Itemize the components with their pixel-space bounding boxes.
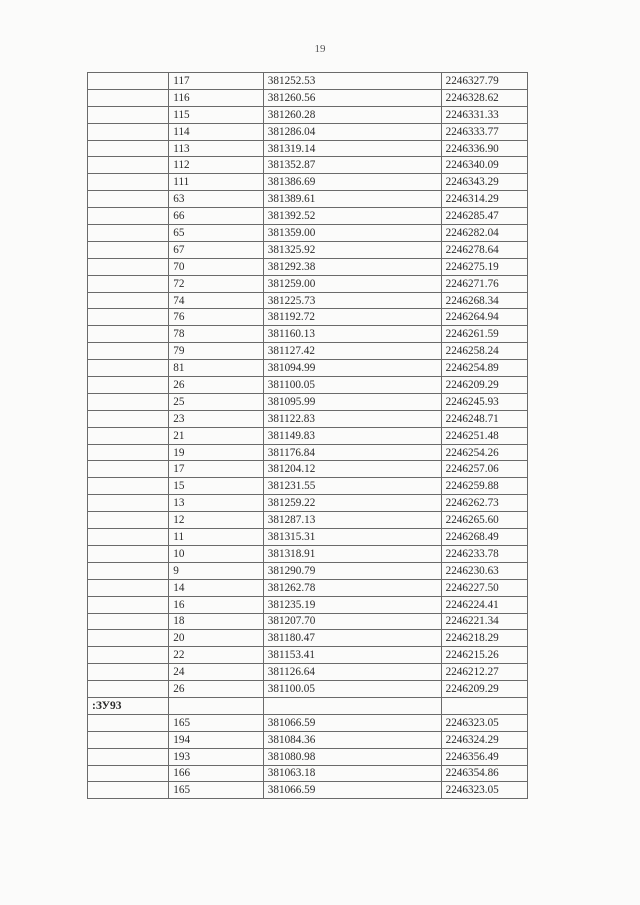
x-coordinate-cell: 381192.72 <box>263 309 441 326</box>
point-number-cell: 74 <box>169 292 264 309</box>
y-coordinate-cell: 2246314.29 <box>441 191 527 208</box>
x-coordinate-cell: 381149.83 <box>263 427 441 444</box>
table-row <box>88 292 528 309</box>
point-number-cell: 18 <box>169 613 264 630</box>
empty-cell <box>88 748 169 765</box>
y-coordinate-cell: 2246254.89 <box>441 360 527 377</box>
x-coordinate-cell: 381262.78 <box>263 579 441 596</box>
empty-cell <box>88 664 169 681</box>
empty-cell <box>88 208 169 225</box>
point-number-cell: 19 <box>169 444 264 461</box>
empty-cell <box>88 377 169 394</box>
y-coordinate-cell: 2246278.64 <box>441 241 527 258</box>
empty-cell <box>88 241 169 258</box>
table-row <box>88 647 528 664</box>
x-coordinate-cell: 381176.84 <box>263 444 441 461</box>
x-coordinate-cell: 381127.42 <box>263 343 441 360</box>
table-row <box>88 512 528 529</box>
table-row <box>88 748 528 765</box>
y-coordinate-cell: 2246336.90 <box>441 140 527 157</box>
point-number-cell: 166 <box>169 765 264 782</box>
x-coordinate-cell: 381318.91 <box>263 545 441 562</box>
point-number-cell: 67 <box>169 241 264 258</box>
point-number-cell: 11 <box>169 529 264 546</box>
x-coordinate-cell: 381066.59 <box>263 714 441 731</box>
x-coordinate-cell: 381126.64 <box>263 664 441 681</box>
point-number-cell: 114 <box>169 123 264 140</box>
table-row <box>88 377 528 394</box>
y-coordinate-cell: 2246218.29 <box>441 630 527 647</box>
empty-cell <box>88 174 169 191</box>
table-row <box>88 360 528 377</box>
y-coordinate-cell: 2246259.88 <box>441 478 527 495</box>
y-coordinate-cell: 2246245.93 <box>441 393 527 410</box>
empty-cell <box>441 697 527 714</box>
point-number-cell: 76 <box>169 309 264 326</box>
table-row <box>88 731 528 748</box>
table-row <box>88 140 528 157</box>
y-coordinate-cell: 2246212.27 <box>441 664 527 681</box>
point-number-cell: 112 <box>169 157 264 174</box>
empty-cell <box>88 647 169 664</box>
y-coordinate-cell: 2246251.48 <box>441 427 527 444</box>
y-coordinate-cell: 2246268.34 <box>441 292 527 309</box>
point-number-cell: 15 <box>169 478 264 495</box>
empty-cell <box>88 343 169 360</box>
table-row <box>88 765 528 782</box>
empty-cell <box>88 444 169 461</box>
table-row <box>88 191 528 208</box>
page-number: 19 <box>314 43 326 55</box>
table-row <box>88 258 528 275</box>
point-number-cell: 26 <box>169 377 264 394</box>
table-row <box>88 664 528 681</box>
x-coordinate-cell: 381287.13 <box>263 512 441 529</box>
point-number-cell: 12 <box>169 512 264 529</box>
empty-cell <box>88 410 169 427</box>
x-coordinate-cell: 381252.53 <box>263 73 441 90</box>
empty-cell <box>88 613 169 630</box>
table-row <box>88 73 528 90</box>
y-coordinate-cell: 2246282.04 <box>441 225 527 242</box>
y-coordinate-cell: 2246354.86 <box>441 765 527 782</box>
x-coordinate-cell: 381063.18 <box>263 765 441 782</box>
y-coordinate-cell: 2246262.73 <box>441 495 527 512</box>
table-row <box>88 157 528 174</box>
table-row <box>88 123 528 140</box>
table-row <box>88 309 528 326</box>
x-coordinate-cell: 381389.61 <box>263 191 441 208</box>
table-row <box>88 461 528 478</box>
point-number-cell: 20 <box>169 630 264 647</box>
y-coordinate-cell: 2246254.26 <box>441 444 527 461</box>
y-coordinate-cell: 2246323.05 <box>441 782 527 799</box>
point-number-cell: 115 <box>169 106 264 123</box>
x-coordinate-cell: 381292.38 <box>263 258 441 275</box>
y-coordinate-cell: 2246230.63 <box>441 562 527 579</box>
table-row <box>88 545 528 562</box>
empty-cell <box>88 89 169 106</box>
y-coordinate-cell: 2246275.19 <box>441 258 527 275</box>
x-coordinate-cell: 381094.99 <box>263 360 441 377</box>
empty-cell <box>88 765 169 782</box>
y-coordinate-cell: 2246227.50 <box>441 579 527 596</box>
x-coordinate-cell: 381080.98 <box>263 748 441 765</box>
x-coordinate-cell: 381225.73 <box>263 292 441 309</box>
table-row <box>88 596 528 613</box>
x-coordinate-cell: 381260.56 <box>263 89 441 106</box>
empty-cell <box>88 562 169 579</box>
empty-cell <box>88 326 169 343</box>
x-coordinate-cell: 381359.00 <box>263 225 441 242</box>
point-number-cell: 79 <box>169 343 264 360</box>
point-number-cell: 66 <box>169 208 264 225</box>
empty-cell <box>88 258 169 275</box>
y-coordinate-cell: 2246328.62 <box>441 89 527 106</box>
table-row <box>88 427 528 444</box>
x-coordinate-cell: 381325.92 <box>263 241 441 258</box>
y-coordinate-cell: 2246257.06 <box>441 461 527 478</box>
empty-cell <box>88 292 169 309</box>
table-row <box>88 782 528 799</box>
empty-cell <box>88 512 169 529</box>
x-coordinate-cell: 381286.04 <box>263 123 441 140</box>
point-number-cell: 72 <box>169 275 264 292</box>
y-coordinate-cell: 2246248.71 <box>441 410 527 427</box>
point-number-cell: 21 <box>169 427 264 444</box>
x-coordinate-cell: 381066.59 <box>263 782 441 799</box>
table-row <box>88 562 528 579</box>
x-coordinate-cell: 381084.36 <box>263 731 441 748</box>
point-number-cell: 193 <box>169 748 264 765</box>
y-coordinate-cell: 2246327.79 <box>441 73 527 90</box>
table-row <box>88 478 528 495</box>
x-coordinate-cell: 381100.05 <box>263 681 441 698</box>
section-label: :ЗУ93 <box>88 697 169 714</box>
x-coordinate-cell: 381259.00 <box>263 275 441 292</box>
x-coordinate-cell: 381122.83 <box>263 410 441 427</box>
empty-cell <box>88 140 169 157</box>
empty-cell <box>88 427 169 444</box>
empty-cell <box>88 714 169 731</box>
empty-cell <box>88 225 169 242</box>
empty-cell <box>88 681 169 698</box>
empty-cell <box>88 360 169 377</box>
point-number-cell: 22 <box>169 647 264 664</box>
table-row <box>88 326 528 343</box>
empty-cell <box>88 545 169 562</box>
y-coordinate-cell: 2246285.47 <box>441 208 527 225</box>
x-coordinate-cell: 381259.22 <box>263 495 441 512</box>
point-number-cell: 9 <box>169 562 264 579</box>
empty-cell <box>88 596 169 613</box>
y-coordinate-cell: 2246215.26 <box>441 647 527 664</box>
empty-cell <box>88 630 169 647</box>
point-number-cell: 113 <box>169 140 264 157</box>
empty-cell <box>88 731 169 748</box>
table-row <box>88 681 528 698</box>
x-coordinate-cell: 381180.47 <box>263 630 441 647</box>
y-coordinate-cell: 2246356.49 <box>441 748 527 765</box>
empty-cell <box>88 275 169 292</box>
section-row <box>88 697 528 714</box>
empty-cell <box>88 393 169 410</box>
empty-cell <box>88 495 169 512</box>
table-row <box>88 174 528 191</box>
x-coordinate-cell: 381290.79 <box>263 562 441 579</box>
table-row <box>88 444 528 461</box>
empty-cell <box>88 123 169 140</box>
x-coordinate-cell: 381095.99 <box>263 393 441 410</box>
empty-cell <box>88 309 169 326</box>
table-row <box>88 410 528 427</box>
table-row <box>88 275 528 292</box>
point-number-cell: 63 <box>169 191 264 208</box>
point-number-cell: 165 <box>169 714 264 731</box>
y-coordinate-cell: 2246268.49 <box>441 529 527 546</box>
point-number-cell: 23 <box>169 410 264 427</box>
point-number-cell: 24 <box>169 664 264 681</box>
y-coordinate-cell: 2246264.94 <box>441 309 527 326</box>
y-coordinate-cell: 2246340.09 <box>441 157 527 174</box>
empty-cell <box>88 157 169 174</box>
y-coordinate-cell: 2246265.60 <box>441 512 527 529</box>
y-coordinate-cell: 2246209.29 <box>441 681 527 698</box>
coordinates-table <box>87 72 528 799</box>
table-row <box>88 495 528 512</box>
table-row <box>88 630 528 647</box>
point-number-cell: 17 <box>169 461 264 478</box>
x-coordinate-cell: 381260.28 <box>263 106 441 123</box>
x-coordinate-cell: 381231.55 <box>263 478 441 495</box>
x-coordinate-cell: 381207.70 <box>263 613 441 630</box>
point-number-cell: 26 <box>169 681 264 698</box>
point-number-cell: 117 <box>169 73 264 90</box>
empty-cell <box>88 73 169 90</box>
point-number-cell: 165 <box>169 782 264 799</box>
table-row <box>88 208 528 225</box>
coordinates-table-body <box>88 73 528 799</box>
point-number-cell: 111 <box>169 174 264 191</box>
y-coordinate-cell: 2246221.34 <box>441 613 527 630</box>
empty-cell <box>88 461 169 478</box>
point-number-cell: 10 <box>169 545 264 562</box>
y-coordinate-cell: 2246258.24 <box>441 343 527 360</box>
y-coordinate-cell: 2246224.41 <box>441 596 527 613</box>
point-number-cell: 70 <box>169 258 264 275</box>
table-row <box>88 343 528 360</box>
y-coordinate-cell: 2246261.59 <box>441 326 527 343</box>
x-coordinate-cell: 381319.14 <box>263 140 441 157</box>
point-number-cell: 16 <box>169 596 264 613</box>
y-coordinate-cell: 2246343.29 <box>441 174 527 191</box>
y-coordinate-cell: 2246324.29 <box>441 731 527 748</box>
x-coordinate-cell: 381100.05 <box>263 377 441 394</box>
y-coordinate-cell: 2246233.78 <box>441 545 527 562</box>
y-coordinate-cell: 2246323.05 <box>441 714 527 731</box>
x-coordinate-cell: 381352.87 <box>263 157 441 174</box>
table-row <box>88 714 528 731</box>
table-row <box>88 89 528 106</box>
point-number-cell: 81 <box>169 360 264 377</box>
y-coordinate-cell: 2246271.76 <box>441 275 527 292</box>
table-row <box>88 613 528 630</box>
table-row <box>88 529 528 546</box>
empty-cell <box>88 782 169 799</box>
y-coordinate-cell: 2246209.29 <box>441 377 527 394</box>
point-number-cell: 65 <box>169 225 264 242</box>
point-number-cell: 116 <box>169 89 264 106</box>
point-number-cell: 13 <box>169 495 264 512</box>
x-coordinate-cell: 381315.31 <box>263 529 441 546</box>
table-row <box>88 579 528 596</box>
table-row <box>88 106 528 123</box>
empty-cell <box>169 697 264 714</box>
x-coordinate-cell: 381160.13 <box>263 326 441 343</box>
point-number-cell: 78 <box>169 326 264 343</box>
empty-cell <box>88 191 169 208</box>
x-coordinate-cell: 381386.69 <box>263 174 441 191</box>
y-coordinate-cell: 2246331.33 <box>441 106 527 123</box>
table-row <box>88 393 528 410</box>
empty-cell <box>263 697 441 714</box>
point-number-cell: 25 <box>169 393 264 410</box>
y-coordinate-cell: 2246333.77 <box>441 123 527 140</box>
empty-cell <box>88 529 169 546</box>
x-coordinate-cell: 381392.52 <box>263 208 441 225</box>
x-coordinate-cell: 381153.41 <box>263 647 441 664</box>
table-row <box>88 241 528 258</box>
point-number-cell: 14 <box>169 579 264 596</box>
x-coordinate-cell: 381235.19 <box>263 596 441 613</box>
table-row <box>88 225 528 242</box>
point-number-cell: 194 <box>169 731 264 748</box>
empty-cell <box>88 478 169 495</box>
empty-cell <box>88 579 169 596</box>
x-coordinate-cell: 381204.12 <box>263 461 441 478</box>
empty-cell <box>88 106 169 123</box>
